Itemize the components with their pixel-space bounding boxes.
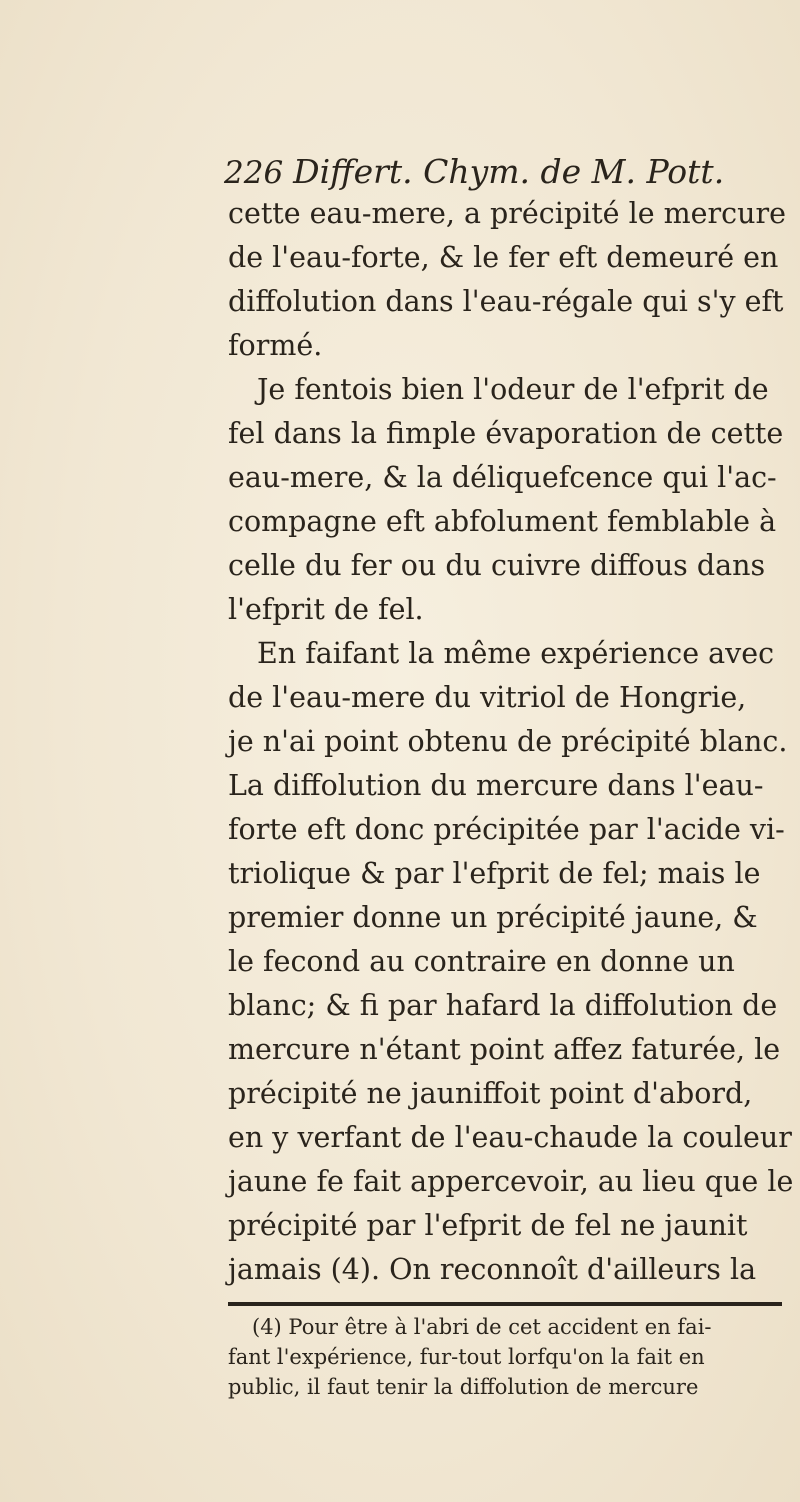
running-header bbox=[224, 150, 784, 194]
body-line: de l'eau-mere du vitriol de Hongrie, bbox=[228, 681, 747, 714]
body-line: l'efprit de fel. bbox=[228, 593, 424, 626]
body-line: eau-mere, & la déliquefcence qui l'ac- bbox=[228, 461, 777, 494]
footnote-rule bbox=[228, 1302, 782, 1306]
paragraph-first-line: Je fentois bien l'odeur de l'efprit de bbox=[257, 373, 769, 406]
body-line: précipité ne jauniffoit point d'abord, bbox=[228, 1077, 753, 1110]
page-number: 226 bbox=[224, 155, 284, 191]
footnote-line: (4) Pour être à l'abri de cet accident en fai- bbox=[252, 1315, 712, 1339]
body-line: de l'eau-forte, & le fer eft demeuré en bbox=[228, 241, 779, 274]
paragraph-first-line: En faifant la même expérience avec bbox=[257, 637, 775, 670]
body-line: celle du fer ou du cuivre diffous dans bbox=[228, 549, 766, 582]
body-line: blanc; & fi par hafard la diffolution de bbox=[228, 989, 778, 1022]
body-line: jamais (4). On reconnoît d'ailleurs la bbox=[228, 1253, 757, 1286]
body-line: formé. bbox=[228, 329, 323, 362]
body-line: cette eau-mere, a précipité le mercure bbox=[228, 197, 786, 230]
body-line: le fecond au contraire en donne un bbox=[228, 945, 735, 978]
body-line: précipité par l'efprit de fel ne jaunit bbox=[228, 1209, 748, 1242]
body-line: diffolution dans l'eau-régale qui s'y eft bbox=[228, 285, 784, 318]
body-line: mercure n'étant point affez faturée, le bbox=[228, 1033, 781, 1066]
body-line: compagne eft abfolument femblable à bbox=[228, 505, 777, 538]
body-line: je n'ai point obtenu de précipité blanc. bbox=[228, 725, 788, 758]
running-title: Differt. Chym. de M. Pott. bbox=[293, 152, 725, 191]
body-line: triolique & par l'efprit de fel; mais le bbox=[228, 857, 761, 890]
body-line: en y verfant de l'eau-chaude la couleur bbox=[228, 1121, 792, 1154]
body-line: La diffolution du mercure dans l'eau- bbox=[228, 769, 764, 802]
footnote-line: public, il faut tenir la diffolution de mercure bbox=[228, 1375, 699, 1399]
body-line: fel dans la fimple évaporation de cette bbox=[228, 417, 784, 450]
body-line: premier donne un précipité jaune, & bbox=[228, 901, 758, 934]
body-line: forte eft donc précipitée par l'acide vi- bbox=[228, 813, 785, 846]
body-line: jaune fe fait appercevoir, au lieu que le bbox=[228, 1165, 794, 1198]
footnote-line: fant l'expérience, fur-tout lorfqu'on la fait en bbox=[228, 1345, 705, 1369]
